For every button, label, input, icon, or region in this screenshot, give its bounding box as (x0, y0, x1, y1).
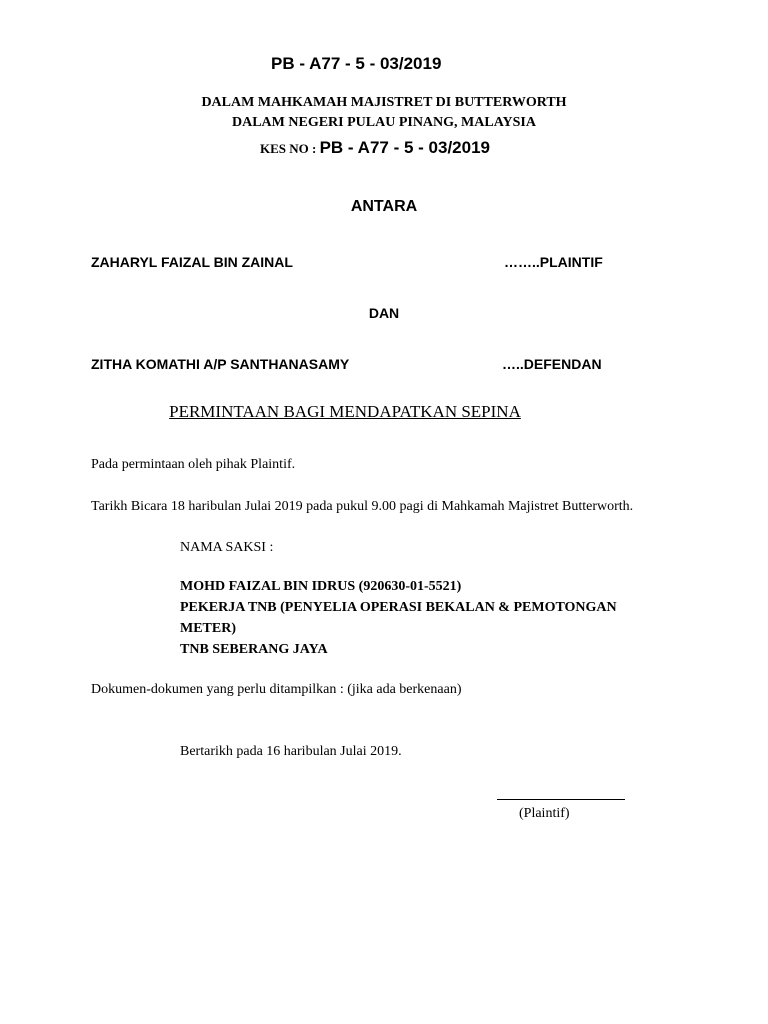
signature-line (497, 799, 625, 800)
kes-number (260, 138, 490, 158)
case-number-top: PB - A77 - 5 - 03/2019 (271, 54, 442, 73)
witness-label: NAMA SAKSI : (180, 540, 274, 555)
kes-value: PB - A77 - 5 - 03/2019 (319, 138, 490, 157)
court-name-line: DALAM MAHKAMAH MAJISTRET DI BUTTERWORTH (201, 95, 567, 110)
request-line: Pada permintaan oleh pihak Plaintif. (91, 457, 296, 472)
witness-line: TNB SEBERANG JAYA (180, 642, 328, 657)
dated-line: Bertarikh pada 16 haribulan Julai 2019. (180, 744, 402, 759)
document-title: PERMINTAAN BAGI MENDAPATKAN SEPINA (169, 402, 521, 421)
dan-separator: DAN (368, 305, 400, 321)
plaintiff-name: ZAHARYL FAIZAL BIN ZAINAL (91, 254, 293, 270)
witness-line: MOHD FAIZAL BIN IDRUS (920630-01-5521) (180, 579, 462, 594)
witness-line: PEKERJA TNB (PENYELIA OPERASI BEKALAN & PEMOTONGAN (180, 600, 617, 615)
court-location-line: DALAM NEGERI PULAU PINANG, MALAYSIA (231, 115, 536, 130)
documents-line: Dokumen-dokumen yang perlu ditampilkan : (jika ada berkenaan) (91, 682, 462, 697)
defendant-name: ZITHA KOMATHI A/P SANTHANASAMY (91, 356, 350, 372)
hearing-date-line: Tarikh Bicara 18 haribulan Julai 2019 pada pukul 9.00 pagi di Mahkamah Majistret Butterworth. (91, 499, 634, 514)
antara-heading: ANTARA (350, 198, 418, 215)
defendant-role: …..DEFENDAN (502, 356, 602, 372)
kes-label: KES NO : (260, 141, 320, 156)
plaintiff-role: ……..PLAINTIF (504, 254, 603, 270)
witness-line: METER) (180, 621, 236, 636)
signature-caption: (Plaintif) (519, 806, 570, 821)
